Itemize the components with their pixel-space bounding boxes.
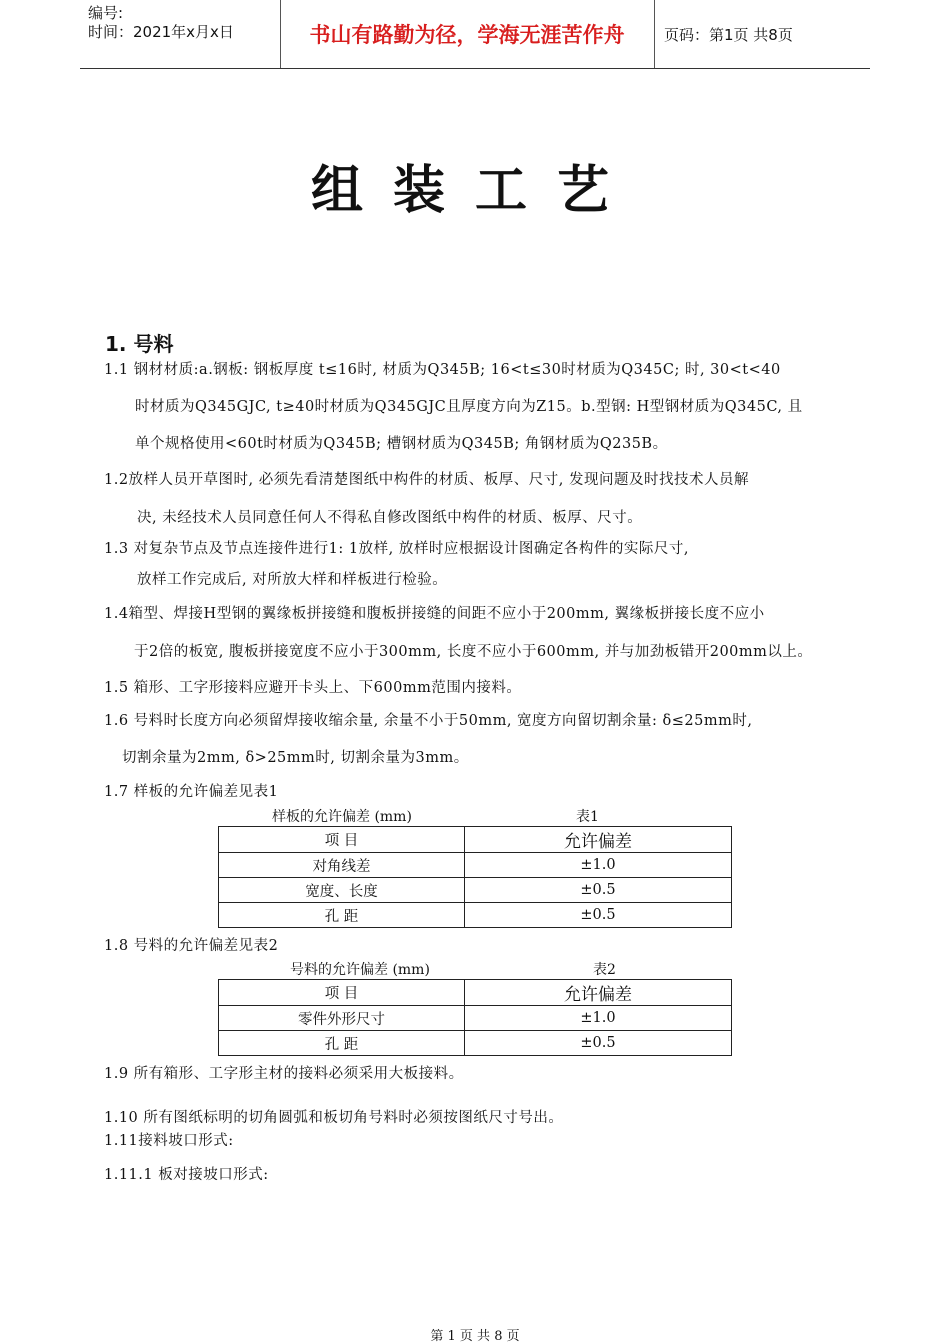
page-footer: 第 1 页 共 8 页 xyxy=(430,1329,520,1344)
table-cell: 孔 距 xyxy=(219,1031,465,1056)
section-heading: 1. 号料 xyxy=(105,332,174,356)
table-cell: 零件外形尺寸 xyxy=(219,1006,465,1031)
table1 xyxy=(218,826,732,928)
paragraph-line: 1.11接料坡口形式: xyxy=(104,1133,234,1149)
document-title: 组装工艺 xyxy=(310,161,639,221)
paragraph-line: 于2倍的板宽, 腹板拼接宽度不应小于300mm, 长度不应小于600mm, 并与加劲板错开200mm以上。 xyxy=(134,644,813,660)
paragraph-line: 1.11.1 板对接坡口形式: xyxy=(104,1167,269,1183)
paragraph-line: 1.1 钢材材质:a.钢板: 钢板厚度 t≤16时, 材质为Q345B; 16<t≤30时材质为Q345C; 时, 30<t<40 xyxy=(104,362,781,378)
table-header-cell: 项 目 xyxy=(219,980,465,1006)
table1-caption: 样板的允许偏差 (mm) xyxy=(272,809,412,825)
table-cell: ±1.0 xyxy=(465,1006,732,1031)
paragraph-line: 1.5 箱形、工字形接料应避开卡头上、下600mm范围内接料。 xyxy=(104,680,522,696)
table2-caption: 号料的允许偏差 (mm) xyxy=(290,962,430,978)
paragraph-line: 时材质为Q345GJC, t≥40时材质为Q345GJC且厚度方向为Z15。b.型钢: H型钢材质为Q345C, 且 xyxy=(135,399,803,415)
header-page-info: 页码：第1页 共8页 xyxy=(664,25,793,44)
table-header-cell: 允许偏差 xyxy=(465,980,732,1006)
table-cell: ±0.5 xyxy=(465,903,732,928)
table-row xyxy=(219,853,732,878)
table-row xyxy=(219,1031,732,1056)
paragraph-line: 放样工作完成后, 对所放大样和样板进行检验。 xyxy=(137,572,448,588)
table-cell: 对角线差 xyxy=(219,853,465,878)
table-cell: 孔 距 xyxy=(219,903,465,928)
header-motto: 书山有路勤为径，学海无涯苦作舟 xyxy=(280,0,655,68)
table-row xyxy=(219,1006,732,1031)
paragraph-line: 1.9 所有箱形、工字形主材的接料必须采用大板接料。 xyxy=(104,1066,464,1082)
header-meta-cell xyxy=(80,0,281,68)
paragraph-line: 1.10 所有图纸标明的切角圆弧和板切角号料时必须按图纸尺寸号出。 xyxy=(104,1110,564,1126)
paragraph-line: 单个规格使用<60t时材质为Q345B; 槽钢材质为Q345B; 角钢材质为Q235B。 xyxy=(135,436,668,452)
table-row xyxy=(219,903,732,928)
table1-number: 表1 xyxy=(576,809,599,825)
table-cell: 宽度、长度 xyxy=(219,878,465,903)
paragraph-line: 决, 未经技术人员同意任何人不得私自修改图纸中构件的材质、板厚、尺寸。 xyxy=(137,510,643,526)
table-header-row xyxy=(219,827,732,853)
table2-number: 表2 xyxy=(593,962,616,978)
serial-label: 编号: xyxy=(88,4,124,22)
time-label: 时间：2021年x月x日 xyxy=(88,23,234,41)
table-row xyxy=(219,878,732,903)
paragraph-line: 1.2放样人员开草图时, 必须先看清楚图纸中构件的材质、板厚、尺寸, 发现问题及时找技术人员解 xyxy=(104,472,749,488)
paragraph-line: 1.6 号料时长度方向必须留焊接收缩余量, 余量不小于50mm, 宽度方向留切割余量: δ≤25mm时, xyxy=(104,713,753,729)
paragraph-line: 1.7 样板的允许偏差见表1 xyxy=(104,784,279,800)
table-cell: ±0.5 xyxy=(465,878,732,903)
table-cell: ±0.5 xyxy=(465,1031,732,1056)
paragraph-line: 1.4箱型、焊接H型钢的翼缘板拼接缝和腹板拼接缝的间距不应小于200mm, 翼缘板拼接长度不应小 xyxy=(104,606,765,622)
paragraph-line: 1.8 号料的允许偏差见表2 xyxy=(104,938,279,954)
page-header xyxy=(80,0,870,69)
paragraph-line: 切割余量为2mm, δ>25mm时, 切割余量为3mm。 xyxy=(122,750,469,766)
table-cell: ±1.0 xyxy=(465,853,732,878)
table-header-cell: 允许偏差 xyxy=(465,827,732,853)
table2 xyxy=(218,979,732,1056)
table-header-cell: 项 目 xyxy=(219,827,465,853)
paragraph-line: 1.3 对复杂节点及节点连接件进行1: 1放样, 放样时应根据设计图确定各构件的实际尺寸, xyxy=(104,541,689,557)
table-header-row xyxy=(219,980,732,1006)
